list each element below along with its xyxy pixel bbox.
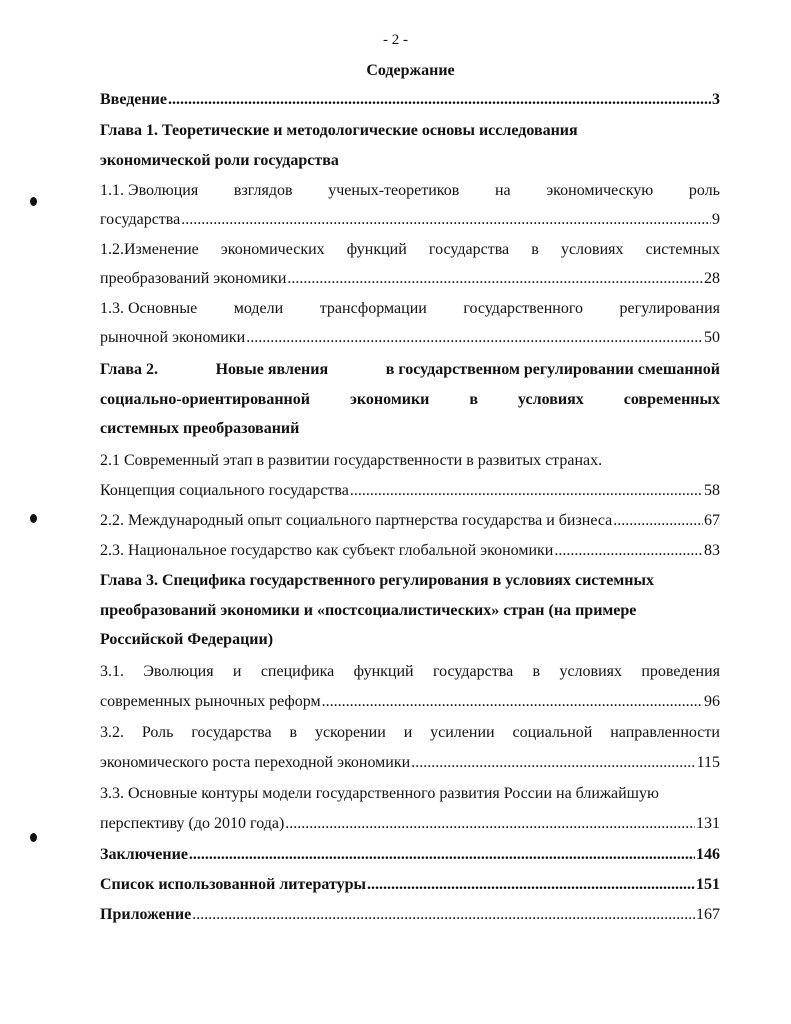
toc-page-number: 67 <box>704 512 720 529</box>
toc-entry-2-2: 2.2. Международный опыт социального партнерства государства и бизнеса ..... 67 <box>100 511 720 531</box>
toc-entry-2-1-line1: 2.1 Современный этап в развитии государственности в развитых странах. <box>100 452 603 469</box>
chapter-1-heading-line1: Глава 1. Теоретические и методологические основы исследования <box>100 122 578 139</box>
chapter-3-heading-line2: преобразований экономики и «постсоциалистических» стран (на примере <box>100 602 637 619</box>
chapter-3-heading-line3: Российской Федерации) <box>100 631 274 648</box>
toc-page-number: 131 <box>696 815 720 832</box>
toc-page-number: 28 <box>704 270 720 287</box>
toc-page-number: 58 <box>704 482 720 499</box>
toc-page-number: 167 <box>696 906 720 923</box>
toc-entry-1-3-line2: рыночной экономики ..... 50 <box>100 328 720 348</box>
page-title: Содержание <box>366 62 455 79</box>
toc-page-number: 115 <box>696 754 720 771</box>
toc-page-number: 9 <box>712 211 720 228</box>
toc-entry-3-2-line1: 3.2. Роль государства в ускорении и усилении социальной направленности <box>100 724 720 741</box>
toc-page-number: 96 <box>704 693 720 710</box>
toc-entry-2-1-line2: Концепция социального государства ..... 58 <box>100 481 720 501</box>
toc-entry-1-1-line2: государства ..... 9 <box>100 210 720 230</box>
toc-entry-1-2-line1: 1.2.Изменение экономических функций государства в условиях системных <box>100 241 720 258</box>
toc-entry-3-1-line1: 3.1. Эволюция и специфика функций государства в условиях проведения <box>100 663 720 680</box>
toc-entry-text: Введение <box>100 91 167 108</box>
toc-entry-3-3-line1: 3.3. Основные контуры модели государственного развития России на ближайшую <box>100 785 659 802</box>
binding-hole-mark <box>30 514 37 523</box>
toc-entry-3-1-line2: современных рыночных реформ ..... 96 <box>100 692 720 712</box>
toc-page-number: 3 <box>712 91 720 108</box>
toc-entry-3-3-line2: перспективу (до 2010 года) ..... 131 <box>100 814 720 834</box>
toc-entry-1-1-line1: 1.1. Эволюция взглядов ученых-теоретиков на экономическую роль <box>100 182 720 199</box>
chapter-1-heading-line2: экономической роли государства <box>100 152 339 169</box>
toc-page-number: 146 <box>696 846 720 863</box>
toc-page-number: 50 <box>704 329 720 346</box>
toc-entry-conclusion: Заключение ..... 146 <box>100 845 720 865</box>
toc-entry-appendix: Приложение ..... 167 <box>100 905 720 925</box>
toc-page-number: 83 <box>704 542 720 559</box>
toc-entry-2-3: 2.3. Национальное государство как субъект глобальной экономики ..... 83 <box>100 541 720 561</box>
toc-entry-references: Список использованной литературы ..... 151 <box>100 875 720 895</box>
chapter-3-heading-line1: Глава 3. Специфика государственного регулирования в условиях системных <box>100 572 654 589</box>
page-number: - 2 - <box>383 32 408 48</box>
toc-page-number: 151 <box>696 876 720 893</box>
toc-entry-1-2-line2: преобразований экономики ..... 28 <box>100 269 720 289</box>
chapter-2-heading-line1: Глава 2. Новые явления в государственном регулировании смешанной <box>100 361 720 378</box>
toc-entry-intro <box>100 90 720 110</box>
binding-hole-mark <box>30 833 37 842</box>
toc-entry-1-3-line1: 1.3. Основные модели трансформации государственного регулирования <box>100 300 720 317</box>
chapter-2-heading-line3: системных преобразований <box>100 420 300 437</box>
toc-entry-3-2-line2: экономического роста переходной экономики ..... 115 <box>100 753 720 773</box>
chapter-2-heading-line2: социально-ориентированной экономики в условиях современных <box>100 391 720 408</box>
binding-hole-mark <box>30 197 37 206</box>
